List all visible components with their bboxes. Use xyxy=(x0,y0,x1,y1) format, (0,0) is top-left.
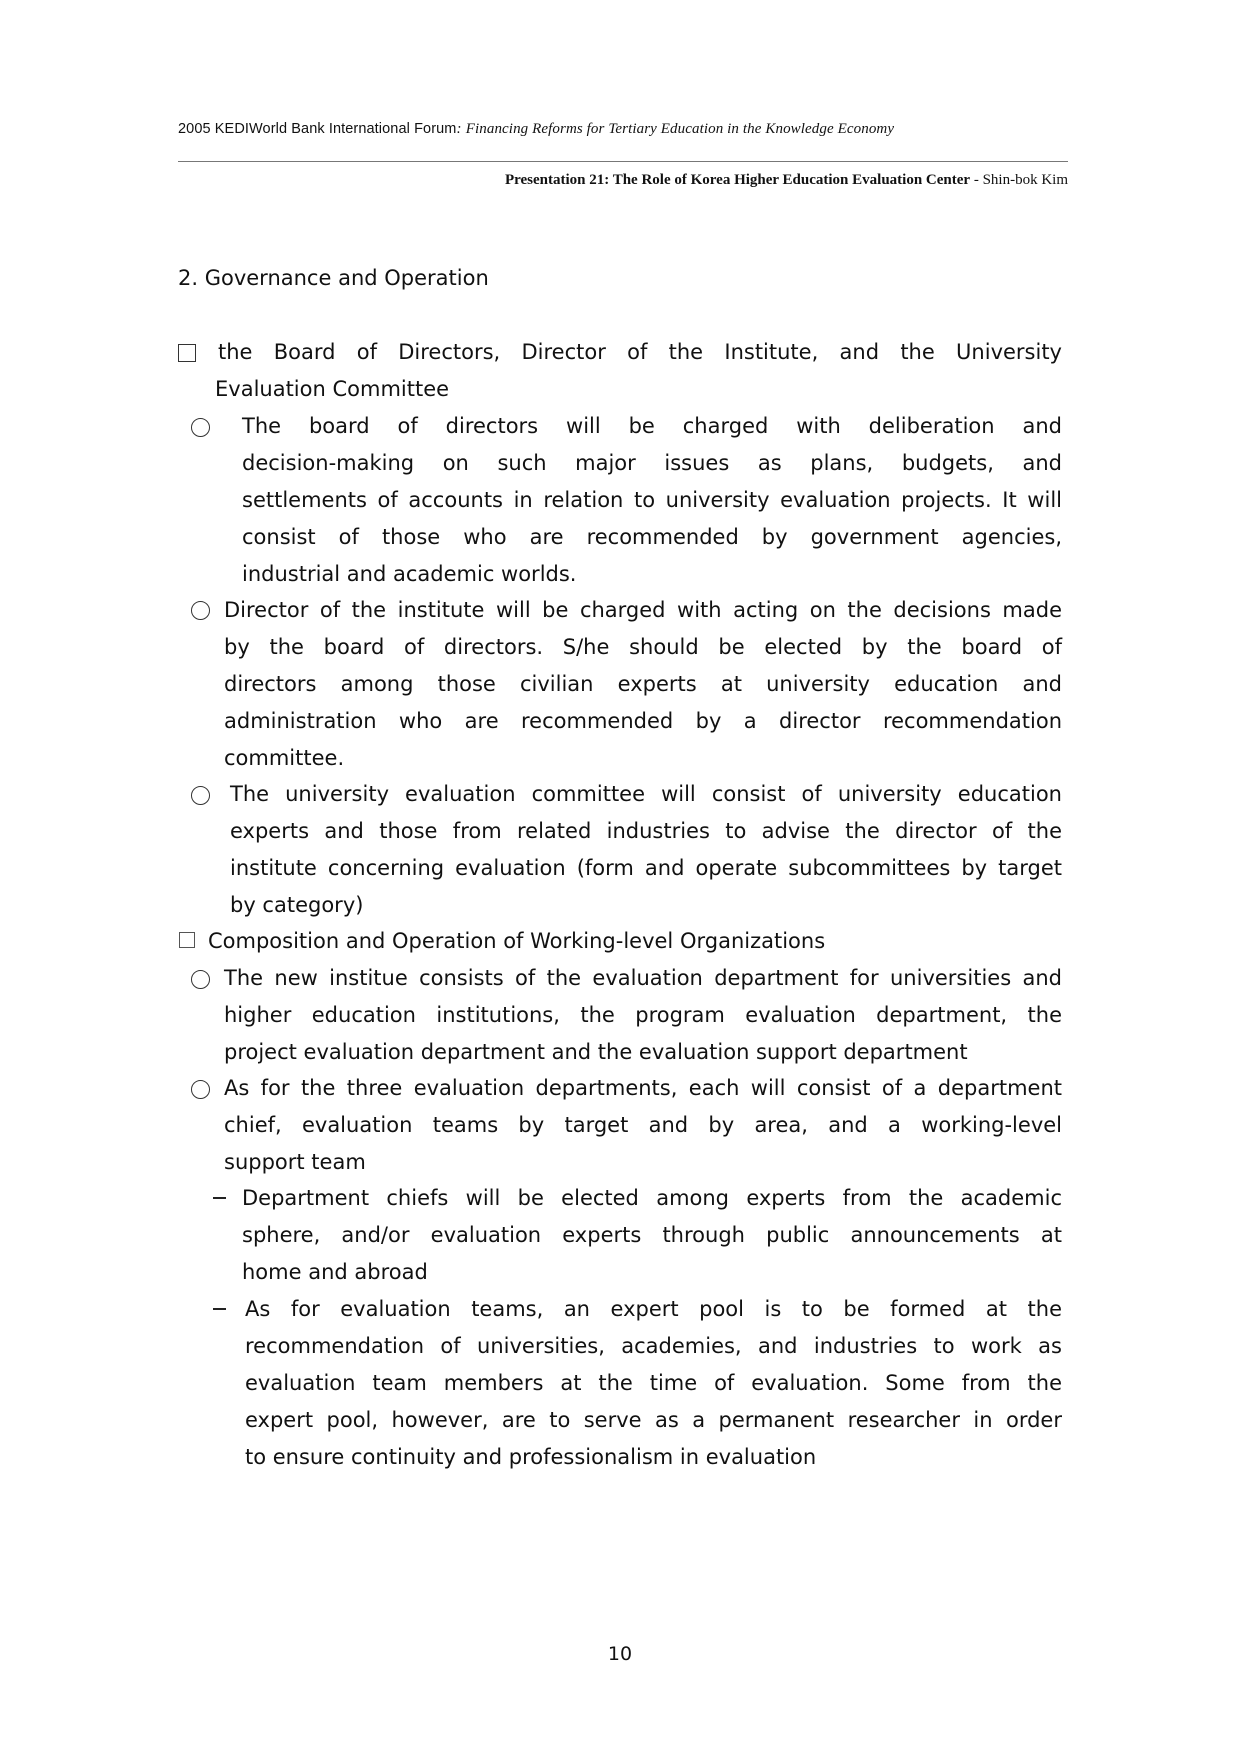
list-item-line: The board of directors will be charged with deliberation and xyxy=(242,414,1062,438)
presentation-title: Presentation 21: The Role of Korea Higher Education Evaluation Center xyxy=(504,172,971,188)
list-item-line: project evaluation department and the evaluation support department xyxy=(224,1040,968,1064)
list-item-line: evaluation team members at the time of evaluation. Some from the xyxy=(245,1371,1062,1395)
circle-bullet-icon xyxy=(191,601,210,620)
section-heading: 2. Governance and Operation xyxy=(178,266,489,290)
header-rule xyxy=(178,161,1068,162)
list-item-line: expert pool, however, are to serve as a permanent researcher in order xyxy=(245,1408,1062,1432)
running-header-presentation xyxy=(505,172,1068,189)
list-item-line: recommendation of universities, academies, and industries to work as xyxy=(245,1334,1062,1358)
list-item-line: settlements of accounts in relation to university evaluation projects. It will xyxy=(242,488,1062,512)
list-item-line: to ensure continuity and professionalism in evaluation xyxy=(245,1445,817,1469)
list-item-line: The university evaluation committee will consist of university education xyxy=(230,782,1062,806)
list-item-line: Department chiefs will be elected among experts from the academic xyxy=(242,1186,1062,1210)
list-item-line: by the board of directors. S/he should be elected by the board of xyxy=(224,635,1062,659)
forum-name: 2005 KEDIWorld Bank International Forum xyxy=(178,121,457,137)
circle-bullet-icon xyxy=(191,970,210,989)
list-item-line: industrial and academic worlds. xyxy=(242,562,577,586)
dash-bullet-icon xyxy=(213,1197,226,1199)
presenter-separator: - xyxy=(970,172,983,188)
list-item-line: institute concerning evaluation (form and operate subcommittees by target xyxy=(230,856,1062,880)
list-item-line: chief, evaluation teams by target and by area, and a working-level xyxy=(224,1113,1062,1137)
list-item-line: administration who are recommended by a director recommendation xyxy=(224,709,1062,733)
circle-bullet-icon xyxy=(191,418,210,437)
list-item-line: directors among those civilian experts at university education and xyxy=(224,672,1062,696)
group-title-line: Evaluation Committee xyxy=(215,377,450,401)
list-item-line: committee. xyxy=(224,746,345,770)
list-item-line: The new institue consists of the evaluation department for universities and xyxy=(224,966,1062,990)
forum-colon: : xyxy=(456,121,462,137)
list-item-line: sphere, and/or evaluation experts through public announcements at xyxy=(242,1223,1062,1247)
presenter-name: Shin-bok Kim xyxy=(982,172,1068,188)
list-item-line: home and abroad xyxy=(242,1260,428,1284)
list-item-line: Director of the institute will be charged with acting on the decisions made xyxy=(224,598,1062,622)
list-item-line: experts and those from related industries to advise the director of the xyxy=(230,819,1062,843)
list-item-line: As for evaluation teams, an expert pool is to be formed at the xyxy=(245,1297,1062,1321)
list-item-line: by category) xyxy=(230,893,364,917)
list-item-line: As for the three evaluation departments, each will consist of a department xyxy=(224,1076,1062,1100)
circle-bullet-icon xyxy=(191,786,210,805)
dash-bullet-icon xyxy=(213,1308,226,1310)
list-item-line: support team xyxy=(224,1150,366,1174)
page-number: 10 xyxy=(607,1643,633,1665)
group-title-line: the Board of Directors, Director of the Institute, and the University xyxy=(218,340,1062,364)
group-title-line: Composition and Operation of Working-level Organizations xyxy=(208,929,826,953)
running-header-forum xyxy=(178,121,894,138)
square-bullet-icon xyxy=(178,344,196,362)
square-bullet-icon xyxy=(179,932,195,948)
list-item-line: consist of those who are recommended by government agencies, xyxy=(242,525,1062,549)
circle-bullet-icon xyxy=(191,1080,210,1099)
list-item-line: higher education institutions, the program evaluation department, the xyxy=(224,1003,1062,1027)
forum-subtitle: Financing Reforms for Tertiary Education in the Knowledge Economy xyxy=(465,121,895,137)
list-item-line: decision-making on such major issues as plans, budgets, and xyxy=(242,451,1062,475)
